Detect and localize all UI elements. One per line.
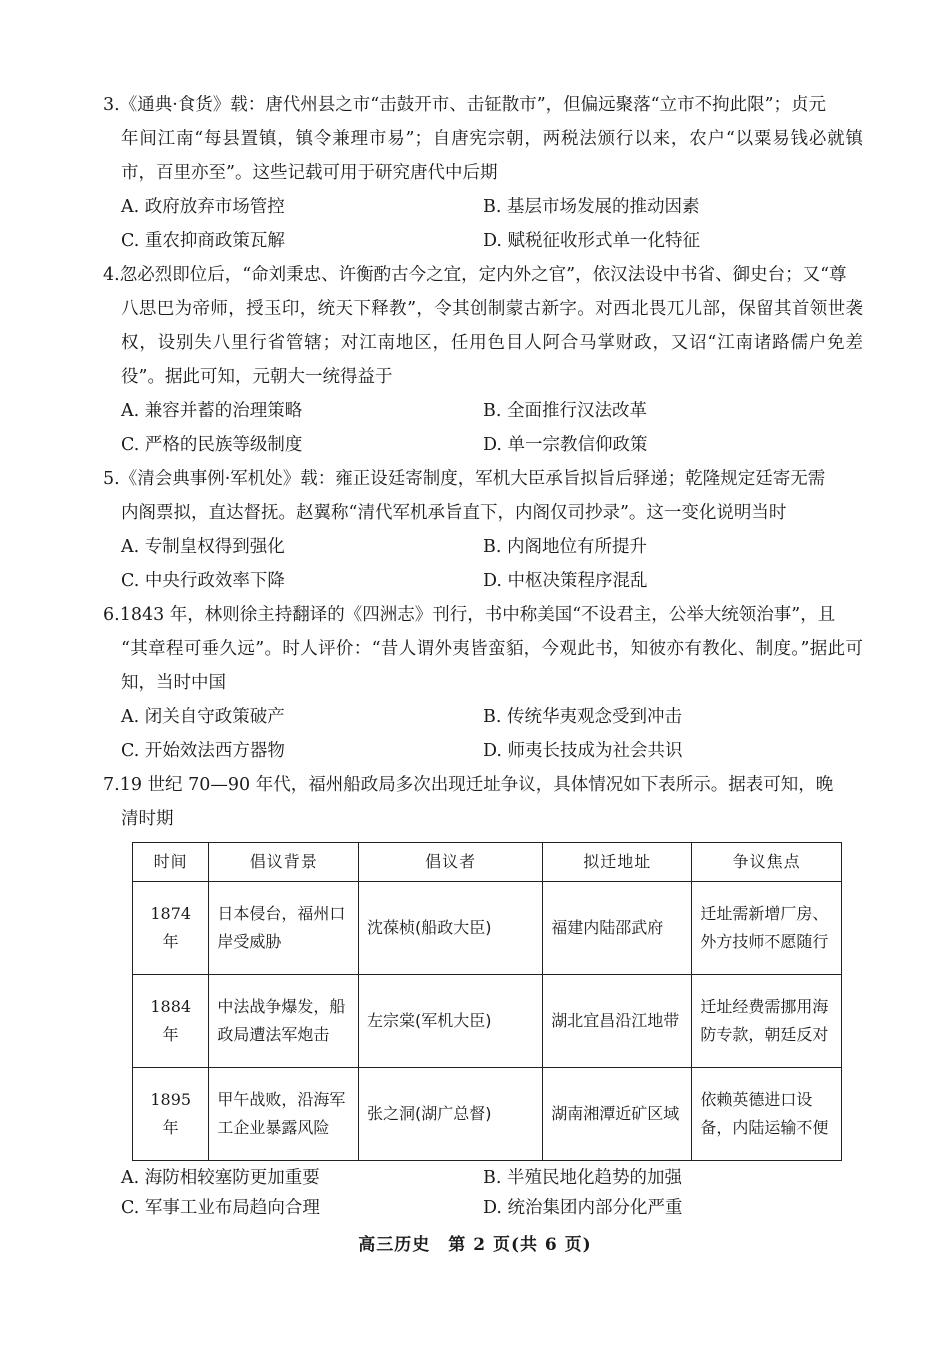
question-stem: [103, 598, 863, 700]
table-row: [133, 1068, 842, 1161]
option-a[interactable]: A. 兼容并蓄的治理策略: [121, 401, 303, 421]
cell-time: 1884 年: [133, 975, 209, 1068]
option-c[interactable]: C. 中央行政效率下降: [121, 571, 285, 591]
options: [103, 394, 863, 462]
header-background: 倡议背景: [209, 843, 359, 882]
question-stem: [103, 88, 863, 190]
relocation-table: [132, 842, 842, 1161]
option-a[interactable]: A. 专制皇权得到强化: [121, 537, 285, 557]
cell-background: 甲午战败，沿海军工企业暴露风险: [209, 1068, 359, 1161]
cell-proposed-site: 湖南湘潭近矿区域: [543, 1068, 692, 1161]
question-stem-first-line: 《清会典事例·军机处》载：雍正设廷寄制度，军机大臣承旨拟旨后驿递；乾隆规定廷寄无需: [119, 469, 826, 489]
table-header-row: [133, 843, 842, 882]
question-number: 5.: [103, 469, 120, 489]
question-number: 6.: [103, 605, 120, 625]
question-7: [103, 768, 863, 836]
header-dispute-focus: 争议焦点: [692, 843, 842, 882]
cell-background: 中法战争爆发，船政局遭法军炮击: [209, 975, 359, 1068]
cell-proposer: 张之洞(湖广总督): [359, 1068, 543, 1161]
question-stem-continued: 内阁票拟，直达督抚。赵翼称“清代军机承旨直下，内阁仅司抄录”。这一变化说明当时: [121, 503, 787, 523]
options: [103, 190, 863, 258]
question-stem-first-line: 1843 年，林则徐主持翻译的《四洲志》刊行，书中称美国“不设君主，公举大统领治事”，且: [119, 605, 836, 625]
option-d[interactable]: D. 中枢决策程序混乱: [483, 571, 648, 591]
header-proposed-site: 拟迁地址: [543, 843, 692, 882]
option-c[interactable]: C. 重农抑商政策瓦解: [121, 231, 285, 251]
option-d[interactable]: D. 单一宗教信仰政策: [483, 435, 648, 455]
option-c[interactable]: C. 军事工业布局趋向合理: [121, 1198, 320, 1218]
question-stem-first-line: 《通典·食货》载：唐代州县之市“击鼓开市、击钲散市”，但偏远聚落“立市不拘此限”；贞元: [119, 95, 827, 115]
option-b[interactable]: B. 半殖民地化趋势的加强: [483, 1168, 682, 1188]
options: [103, 700, 863, 768]
question-stem-first-line: 忽必烈即位后，“命刘秉忠、许衡酌古今之宜，定内外之官”，依汉法设中书省、御史台；又“尊: [119, 265, 847, 285]
option-b[interactable]: B. 内阁地位有所提升: [483, 537, 647, 557]
cell-proposer: 沈葆桢(船政大臣): [359, 882, 543, 975]
option-d[interactable]: D. 师夷长技成为社会共识: [483, 741, 683, 761]
cell-proposed-site: 湖北宜昌沿江地带: [543, 975, 692, 1068]
table-row: [133, 882, 842, 975]
cell-dispute-focus: 迁址经费需挪用海防专款，朝廷反对: [692, 975, 842, 1068]
question-stem-continued: “其章程可垂久远”。时人评价：“昔人谓外夷皆蛮貊，今观此书，知彼亦有教化、制度。”据此可知，当时中国: [121, 639, 863, 693]
question-6: [103, 598, 863, 768]
option-a[interactable]: A. 闭关自守政策破产: [121, 707, 285, 727]
option-a[interactable]: A. 海防相较塞防更加重要: [121, 1168, 320, 1188]
option-c[interactable]: C. 严格的民族等级制度: [121, 435, 303, 455]
cell-dispute-focus: 迁址需新增厂房、外方技师不愿随行: [692, 882, 842, 975]
page-footer: 高三历史 第 2 页(共 6 页): [358, 1235, 592, 1255]
option-b[interactable]: B. 全面推行汉法改革: [483, 401, 647, 421]
option-b[interactable]: B. 传统华夷观念受到冲击: [483, 707, 682, 727]
cell-proposer: 左宗棠(军机大臣): [359, 975, 543, 1068]
question-stem-continued: 八思巴为帝师，授玉印，统天下释教”，令其创制蒙古新字。对西北畏兀儿部，保留其首领世袭权，设别失八里行省管辖；对江南地区，任用色目人阿合马掌财政，又诏“江南诸路儒户免差役”。据此可知，元朝大一统得益于: [121, 299, 863, 387]
question-stem-first-line: 19 世纪 70—90 年代，福州船政局多次出现迁址争议，具体情况如下表所示。据表可知，晚: [119, 775, 834, 795]
cell-time: 1895 年: [133, 1068, 209, 1161]
question-stem-continued: 清时期: [121, 809, 174, 829]
header-proposer: 倡议者: [359, 843, 543, 882]
question-stem: [103, 462, 863, 530]
question-stem-continued: 年间江南“每县置镇，镇令兼理市易”；自唐宪宗朝，两税法颁行以来，农户“以粟易钱必就镇市，百里亦至”。这些记载可用于研究唐代中后期: [121, 129, 863, 183]
option-d[interactable]: D. 统治集团内部分化严重: [483, 1198, 683, 1218]
question-number: 7.: [103, 775, 120, 795]
cell-dispute-focus: 依赖英德进口设备，内陆运输不便: [692, 1068, 842, 1161]
question-5: [103, 462, 863, 598]
options: [103, 530, 863, 598]
option-c[interactable]: C. 开始效法西方器物: [121, 741, 285, 761]
question-3: [103, 88, 863, 258]
question-stem: [103, 768, 863, 836]
option-b[interactable]: B. 基层市场发展的推动因素: [483, 197, 700, 217]
option-d[interactable]: D. 赋税征收形式单一化特征: [483, 231, 701, 251]
cell-time: 1874 年: [133, 882, 209, 975]
question-stem: [103, 258, 863, 394]
cell-proposed-site: 福建内陆邵武府: [543, 882, 692, 975]
cell-background: 日本侵台，福州口岸受威胁: [209, 882, 359, 975]
question-4: [103, 258, 863, 462]
table-row: [133, 975, 842, 1068]
header-time: 时间: [133, 843, 209, 882]
question-number: 3.: [103, 95, 120, 115]
question-7-options: [103, 1163, 863, 1223]
option-a[interactable]: A. 政府放弃市场管控: [121, 197, 285, 217]
question-number: 4.: [103, 265, 120, 285]
